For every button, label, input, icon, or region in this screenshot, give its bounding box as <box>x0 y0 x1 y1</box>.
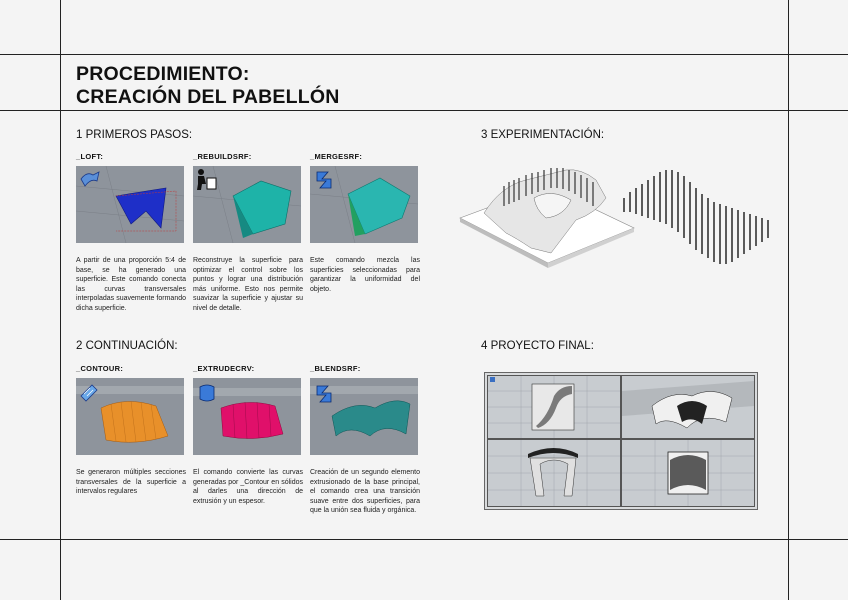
merge-surface-icon <box>314 169 334 191</box>
grid-line-top <box>0 54 848 55</box>
blend-surface <box>332 401 410 436</box>
section-2-heading: 2 CONTINUACIÓN: <box>76 340 178 352</box>
viewport-label <box>490 377 495 382</box>
grid-line-right <box>788 0 789 600</box>
rebuildsrf-description: Reconstruye la superficie para optimizar el control sobre los puntos y lograr una distribución más uniforme. Esto nos permite suavizar la superficie y ajustar su nivel de detalle. <box>193 257 303 312</box>
rebuildsrf-command-label: _REBUILDSRF: <box>193 152 252 161</box>
grid-line-under-title <box>0 110 848 111</box>
mergesrf-description: Este comando mezcla las superficies seleccionadas para garantizar la uniformidad del objeto. <box>310 257 420 293</box>
grid-line-bottom <box>0 539 848 540</box>
block-model <box>460 168 634 268</box>
rebuildsrf-render-panel <box>193 166 301 243</box>
extrudecrv-description: El comando convierte las curvas generadas por _Contour en sólidos al darles una dirección de extrusión y un espesor. <box>193 469 303 505</box>
section-3-heading: 3 EXPERIMENTACIÓN: <box>481 129 605 141</box>
loft-render-panel <box>76 166 184 243</box>
viewport-top-left <box>487 375 621 439</box>
extrudecrv-render-panel <box>193 378 301 455</box>
page-title-line2: CREACIÓN DEL PABELLÓN <box>76 86 340 108</box>
final-project-screenshot <box>484 372 758 510</box>
extrude-surface <box>221 402 283 438</box>
loft-description: A partir de una proporción 5:4 de base, se ha generado una superficie. Este comando conecta las curvas transversales interpoladas suavemente formando dicha superficie. <box>76 257 186 312</box>
grid-line-left <box>60 0 61 600</box>
section-1-heading: 1 PRIMEROS PASOS: <box>76 129 193 141</box>
loft-command-label: _LOFT: <box>76 152 104 161</box>
extrudecrv-command-label: _EXTRUDECRV: <box>193 364 255 373</box>
viewport-bottom-right <box>621 439 755 507</box>
viewport-bottom-left <box>487 439 621 507</box>
page-title-line1: PROCEDIMIENTO: <box>76 63 250 85</box>
loft-icon <box>79 169 101 189</box>
contour-command-label: _CONTOUR: <box>76 364 124 373</box>
section-4-heading: 4 PROYECTO FINAL: <box>481 340 594 352</box>
mergesrf-render-panel <box>310 166 418 243</box>
contour-render-panel <box>76 378 184 455</box>
contour-icon <box>78 382 100 404</box>
experimentation-models <box>456 158 776 283</box>
page-title <box>76 63 340 109</box>
extrude-curve-icon <box>197 382 217 404</box>
contour-surface <box>101 401 168 442</box>
mergesrf-command-label: _MERGESRF: <box>310 152 363 161</box>
blendsrf-command-label: _BLENDSRF: <box>310 364 361 373</box>
blendsrf-description: Creación de un segundo elemento extrusionado de la base principal, el comando crea una transición suave entre dos superficies, para que la unión sea fluida y orgánica. <box>310 469 420 515</box>
rebuild-surface-icon <box>194 168 218 192</box>
contour-description: Se generaron múltiples secciones transversales de la superficie a intervalos regulares <box>76 469 186 496</box>
rib-pavilion-model <box>624 170 768 264</box>
blend-surface-icon <box>314 383 334 405</box>
blendsrf-render-panel <box>310 378 418 455</box>
viewport-top-right <box>621 375 755 439</box>
